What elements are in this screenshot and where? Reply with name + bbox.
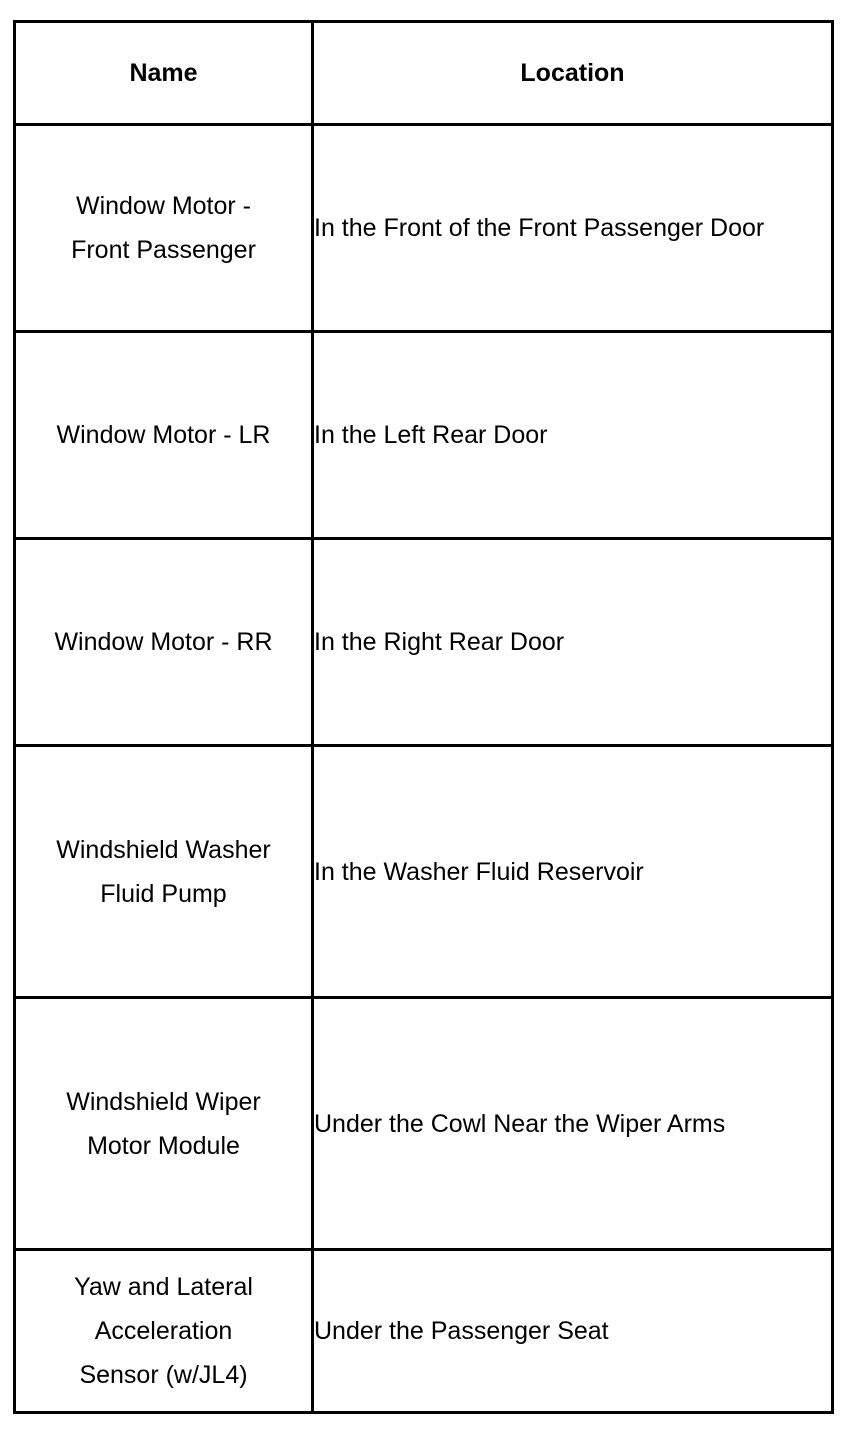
location-cell: Under the Passenger Seat	[313, 1250, 833, 1413]
table-row	[15, 1250, 833, 1413]
location-cell: In the Front of the Front Passenger Door	[313, 125, 833, 332]
name-cell	[15, 1250, 313, 1413]
location-cell: In the Washer Fluid Reservoir	[313, 746, 833, 998]
location-cell: Under the Cowl Near the Wiper Arms	[313, 998, 833, 1250]
component-name: Yaw and Lateral Acceleration Sensor (w/JL4)	[74, 1273, 253, 1389]
column-header-location: Location	[313, 22, 833, 125]
component-location-table	[13, 20, 834, 1414]
table-row	[15, 125, 833, 332]
name-cell	[15, 125, 313, 332]
location-cell: In the Right Rear Door	[313, 539, 833, 746]
table-row	[15, 746, 833, 998]
component-name: Window Motor - RR	[54, 628, 273, 656]
component-name: Windshield Washer Fluid Pump	[56, 835, 271, 908]
table-header-row	[15, 22, 833, 125]
name-cell	[15, 746, 313, 998]
component-name: Windshield Wiper Motor Module	[66, 1087, 261, 1160]
location-cell: In the Left Rear Door	[313, 332, 833, 539]
name-cell	[15, 539, 313, 746]
table-row	[15, 332, 833, 539]
component-name: Window Motor - LR	[56, 421, 271, 449]
table-row	[15, 539, 833, 746]
name-cell	[15, 332, 313, 539]
component-name: Window Motor - Front Passenger	[71, 192, 256, 264]
name-cell	[15, 998, 313, 1250]
table-row	[15, 998, 833, 1250]
column-header-name: Name	[15, 22, 313, 125]
